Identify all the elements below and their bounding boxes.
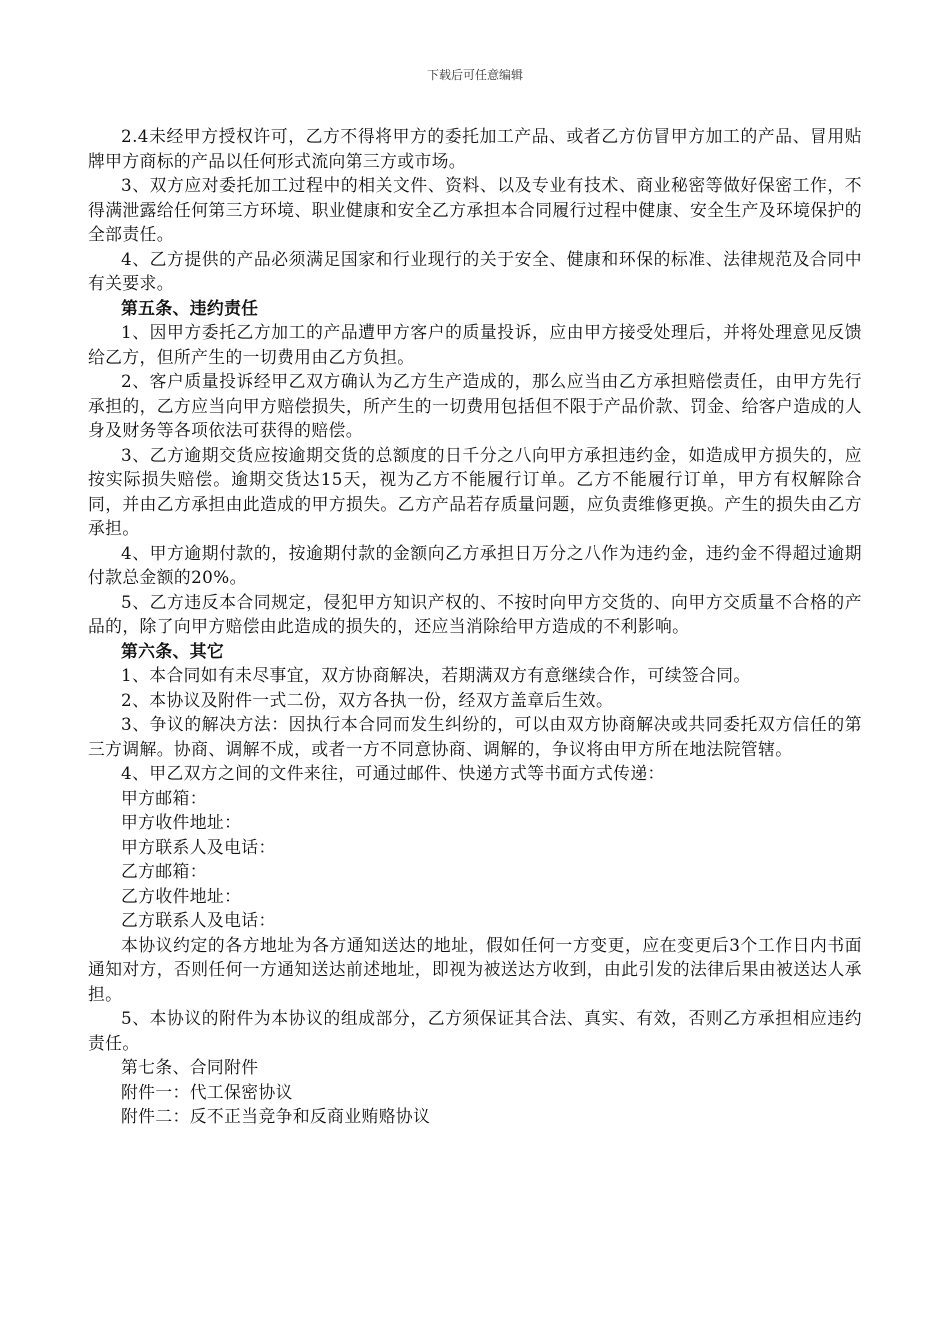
paragraph: 3、争议的解决方法：因执行本合同而发生纠纷的，可以由双方协商解决或共同委托双方信任的第三方调解。协商、调解不成，或者一方不同意协商、调解的，争议将由甲方所在地法院管辖。 xyxy=(88,714,862,759)
paragraph: 2、本协议及附件一式二份，双方各执一份，经双方盖章后生效。 xyxy=(121,689,614,710)
paragraph: 2、客户质量投诉经甲乙双方确认为乙方生产造成的，那么应当由乙方承担赔偿责任，由甲方先行承担的，乙方应当向甲方赔偿损失，所产生的一切费用包括但不限于产品价款、罚金、给客户造成的人身及财务等各项依法可获得的赔偿。 xyxy=(88,371,862,440)
section-heading: 第六条、其它 xyxy=(121,640,225,661)
paragraph: 乙方联系人及电话： xyxy=(121,910,276,930)
paragraph: 乙方收件地址： xyxy=(121,885,242,906)
paragraph: 5、本协议的附件为本协议的组成部分，乙方须保证其合法、真实、有效，否则乙方承担相应违约责任。 xyxy=(88,1008,862,1053)
paragraph: 4、甲方逾期付款的，按逾期付款的金额向乙方承担日万分之八作为违约金，违约金不得超过逾期付款总金额的20%。 xyxy=(88,542,862,587)
paragraph: 1、因甲方委托乙方加工的产品遭甲方客户的质量投诉，应由甲方接受处理后，并将处理意见反馈给乙方，但所产生的一切费用由乙方负担。 xyxy=(88,322,862,367)
paragraph: 乙方邮箱： xyxy=(121,861,207,881)
document-body xyxy=(88,124,862,1129)
paragraph: 1、本合同如有未尽事宜，双方协商解决，若期满双方有意继续合作，可续签合同。 xyxy=(121,665,751,685)
paragraph: 甲方联系人及电话： xyxy=(121,836,276,857)
paragraph: 4、甲乙双方之间的文件来往，可通过邮件、快递方式等书面方式传递： xyxy=(121,763,665,783)
paragraph: 甲方邮箱： xyxy=(121,787,207,808)
paragraph: 3、乙方逾期交货应按逾期交货的总额度的日千分之八向甲方承担违约金，如造成甲方损失的，应按实际损失赔偿。逾期交货达15天，视为乙方不能履行订单。乙方不能履行订单，甲方有权解除合同，并由乙方承担由此造成的甲方损失。乙方产品若存质量问题，应负责维修更换。产生的损失由乙方承担。 xyxy=(88,444,862,538)
paragraph: 3、双方应对委托加工过程中的相关文件、资料、以及专业有技术、商业秘密等做好保密工作，不得满泄露给任何第三方环境、职业健康和安全乙方承担本合同履行过程中健康、安全生产及环境保护的全部责任。 xyxy=(88,175,862,244)
page-header: 下载后可任意编辑 xyxy=(426,68,523,82)
paragraph: 本协议约定的各方地址为各方通知送达的地址，假如任何一方变更，应在变更后3个工作日内书面通知对方，否则任何一方通知送达前述地址，即视为被送达方收到，由此引发的法律后果由被送达人承担。 xyxy=(88,934,862,1004)
paragraph: 附件一：代工保密协议 xyxy=(121,1081,293,1102)
paragraph: 附件二：反不正当竞争和反商业贿赂协议 xyxy=(121,1106,431,1126)
paragraph: 2.4未经甲方授权许可，乙方不得将甲方的委托加工产品、或者乙方仿冒甲方加工的产品、冒用贴牌甲方商标的产品以任何形式流向第三方或市场。 xyxy=(88,126,862,171)
section-heading: 第五条、违约责任 xyxy=(121,297,259,318)
paragraph: 第七条、合同附件 xyxy=(121,1057,259,1077)
paragraph: 4、乙方提供的产品必须满足国家和行业现行的关于安全、健康和环保的标准、法律规范及合同中有关要求。 xyxy=(88,248,862,293)
paragraph: 5、乙方违反本合同规定，侵犯甲方知识产权的、不按时向甲方交货的、向甲方交质量不合格的产品的，除了向甲方赔偿由此造成的损失的，还应当消除给甲方造成的不利影响。 xyxy=(88,591,862,636)
paragraph: 甲方收件地址： xyxy=(121,812,242,832)
